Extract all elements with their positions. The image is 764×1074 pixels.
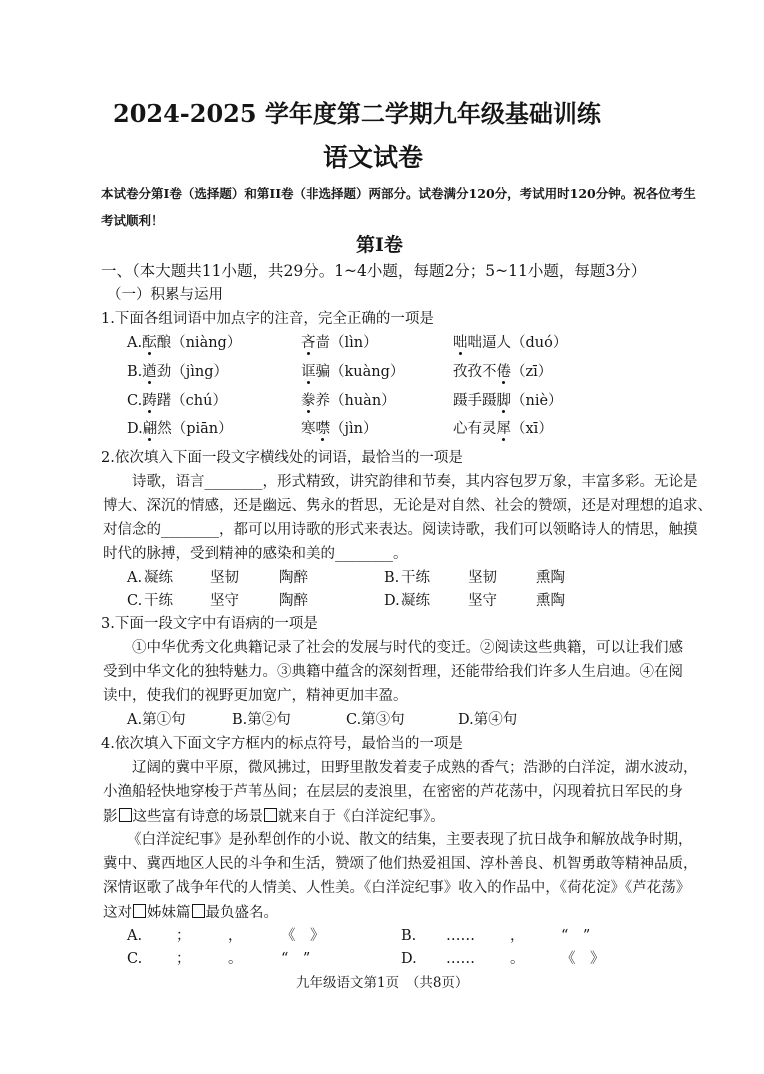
emphasis-dot: 踌 [142,393,157,409]
q3-option-d: D.第④句 [458,712,518,728]
q1-option-a-word1: A.酝酿（niàng） [127,335,242,351]
answer-box [133,904,146,918]
question-3-stem: 3.下面一段文字中有语病的一项是 [101,616,318,632]
q3-option-a: A.第①句 [127,712,186,728]
q4-option-b-label: B. [401,928,417,944]
q2-passage-line-1: 诗歌，语言________，形式精致，讲究韵律和节奏，其内容包罗万象，丰富多彩。无论是 [132,474,698,490]
q1-option-d-word1: D.翩然（piān） [127,421,233,437]
answer-box [192,904,205,918]
q1-option-c-word2: 豢养（huàn） [301,393,396,409]
answer-box [264,808,277,822]
q4-option-c-label: C. [127,951,143,967]
answer-box [119,808,132,822]
q2-option-d-word1: 凝练 [401,593,430,609]
question-2-stem: 2.依次填入下面一段文字横线处的词语，最恰当的一项是 [101,450,463,466]
q4-passage2-line-1: 《白洋淀纪事》是孙犁创作的小说、散文的结集，主要表现了抗日战争和解放战争时期， [127,832,693,848]
q4-option-c-mark3: “ ” [281,951,311,967]
q2-passage-line-2: 博大、深沉的情感，还是幽远、隽永的哲思，无论是对自然、社会的赞颂，还是对理想的追求、 [103,498,712,514]
q3-option-c: C.第③句 [346,712,405,728]
q4-passage1-line-3: 影 这些富有诗意的场景 就来自于《白洋淀纪事》。 [103,809,445,825]
q4-option-d-mark3: 《 》 [561,951,605,967]
q4-option-a-mark3: 《 》 [281,928,325,944]
q4-option-d-mark1: …… [446,951,475,967]
q2-option-b-word1: 干练 [401,570,430,586]
q4-option-d-label: D. [401,951,417,967]
intro-line-1: 本试卷分第I卷（选择题）和第II卷（非选择题）两部分。试卷满分120分，考试用时120分钟。祝各位考生 [101,186,696,201]
q4-option-a-label: A. [127,928,143,944]
emphasis-dot: 翩 [142,421,158,437]
q1-option-c-word3: 蹑手蹑脚（niè） [453,393,563,409]
exam-subtitle: 语文试卷 [323,143,424,172]
q4-option-a-mark1: ； [176,928,191,944]
q2-option-b-word2: 坚韧 [468,570,497,586]
q4-option-b-mark3: “ ” [561,928,591,944]
subsection-heading: （一）积累与运用 [107,287,223,303]
q2-option-c-label: C. [127,593,143,609]
q3-option-b: B.第②句 [232,712,291,728]
q1-option-a-word2: 吝啬（lìn） [301,335,378,351]
q3-passage-line-2: 受到中华文化的独特魅力。③典籍中蕴含的深刻哲理，还能带给我们许多人生启迪。④在阅 [103,664,683,680]
emphasis-dot: 噤 [315,421,330,437]
q2-option-b-label: B. [384,570,400,586]
question-4-stem: 4.依次填入下面文字方框内的标点符号，最恰当的一项是 [101,736,463,752]
part-title: 第I卷 [356,234,403,256]
q4-passage2-line-2: 冀中、冀西地区人民的斗争和生活，赞颂了他们热爱祖国、淳朴善良、机智勇敢等精神品质， [103,856,698,872]
emphasis-dot: 吝 [301,335,316,351]
q1-option-b-word2: 诓骗（kuàng） [301,364,405,380]
q2-option-a-word1: 凝练 [144,570,173,586]
q4-passage2-line-3: 深情讴歌了战争年代的人情美、人性美。《白洋淀纪事》收入的作品中，《荷花淀》《芦花荡》 [103,880,691,896]
emphasis-dot: 脚 [496,393,511,409]
q4-option-c-mark1: ； [176,951,191,967]
q4-option-b-mark1: …… [446,928,475,944]
q2-option-d-word3: 熏陶 [536,593,565,609]
q1-option-d-word3: 心有灵犀（xī） [453,421,553,437]
intro-line-2: 考试顺利！ [101,213,164,228]
exam-title: 2024-2025 学年度第二学期九年级基础训练 [113,99,601,128]
emphasis-dot: 咄 [453,335,468,351]
q4-passage2-line-4: 这对 姊妹篇 最负盛名。 [103,905,278,921]
q3-passage-line-1: ①中华优秀文化典籍记录了社会的发展与时代的变迁。②阅读这些典籍，可以让我们感 [132,640,683,656]
q4-option-b-mark2: ， [510,928,525,944]
q3-passage-line-3: 读中，使我们的视野更加宽广，精神更加丰盈。 [103,688,408,704]
q1-option-b-word1: B.遒劲（jìng） [127,364,229,380]
emphasis-dot: 遒 [142,364,157,380]
q2-passage-line-3: 对信念的________，都可以用诗歌的形式来表达。阅读诗歌，我们可以领略诗人的情思，触摸 [103,522,698,538]
page-footer: 九年级语文第1页 （共8页） [296,975,469,991]
q2-option-a-word3: 陶醉 [279,570,308,586]
q4-passage1-line-1: 辽阔的冀中平原，微风拂过，田野里散发着麦子成熟的香气；浩渺的白洋淀，湖水波动， [132,760,698,776]
emphasis-dot: 酝 [142,335,157,351]
emphasis-dot: 诓 [301,364,316,380]
q1-option-b-word3: 孜孜不倦（zī） [453,364,553,380]
q2-option-c-word3: 陶醉 [279,593,308,609]
q1-option-a-word3: 咄咄逼人（duó） [453,335,568,351]
q4-passage1-line-2: 小渔船轻快地穿梭于芦苇丛间；在层层的麦浪里，在密密的芦花荡中，闪现着抗日军民的身 [103,784,683,800]
q4-option-a-mark2: ， [228,928,243,944]
q2-option-c-word2: 坚守 [210,593,239,609]
q2-option-d-label: D. [384,593,400,609]
emphasis-dot: 倦 [496,364,511,380]
q4-option-c-mark2: 。 [228,951,243,967]
q2-option-d-word2: 坚守 [468,593,497,609]
q2-option-a-word2: 坚韧 [210,570,239,586]
q1-option-c-word1: C.踌躇（chú） [127,393,227,409]
section-heading: 一、（本大题共11小题，共29分。1~4小题，每题2分；5~11小题，每题3分） [101,262,647,280]
q2-option-a-label: A. [127,570,143,586]
q4-option-d-mark2: 。 [510,951,525,967]
q2-option-c-word1: 干练 [144,593,173,609]
q2-passage-line-4: 时代的脉搏，受到精神的感染和美的________。 [103,546,408,562]
q1-option-d-word2: 寒噤（jìn） [301,421,378,437]
question-1-stem: 1.下面各组词语中加点字的注音，完全正确的一项是 [101,311,434,327]
emphasis-dot: 犀 [496,421,511,437]
q2-option-b-word3: 熏陶 [536,570,565,586]
emphasis-dot: 豢 [301,393,316,409]
